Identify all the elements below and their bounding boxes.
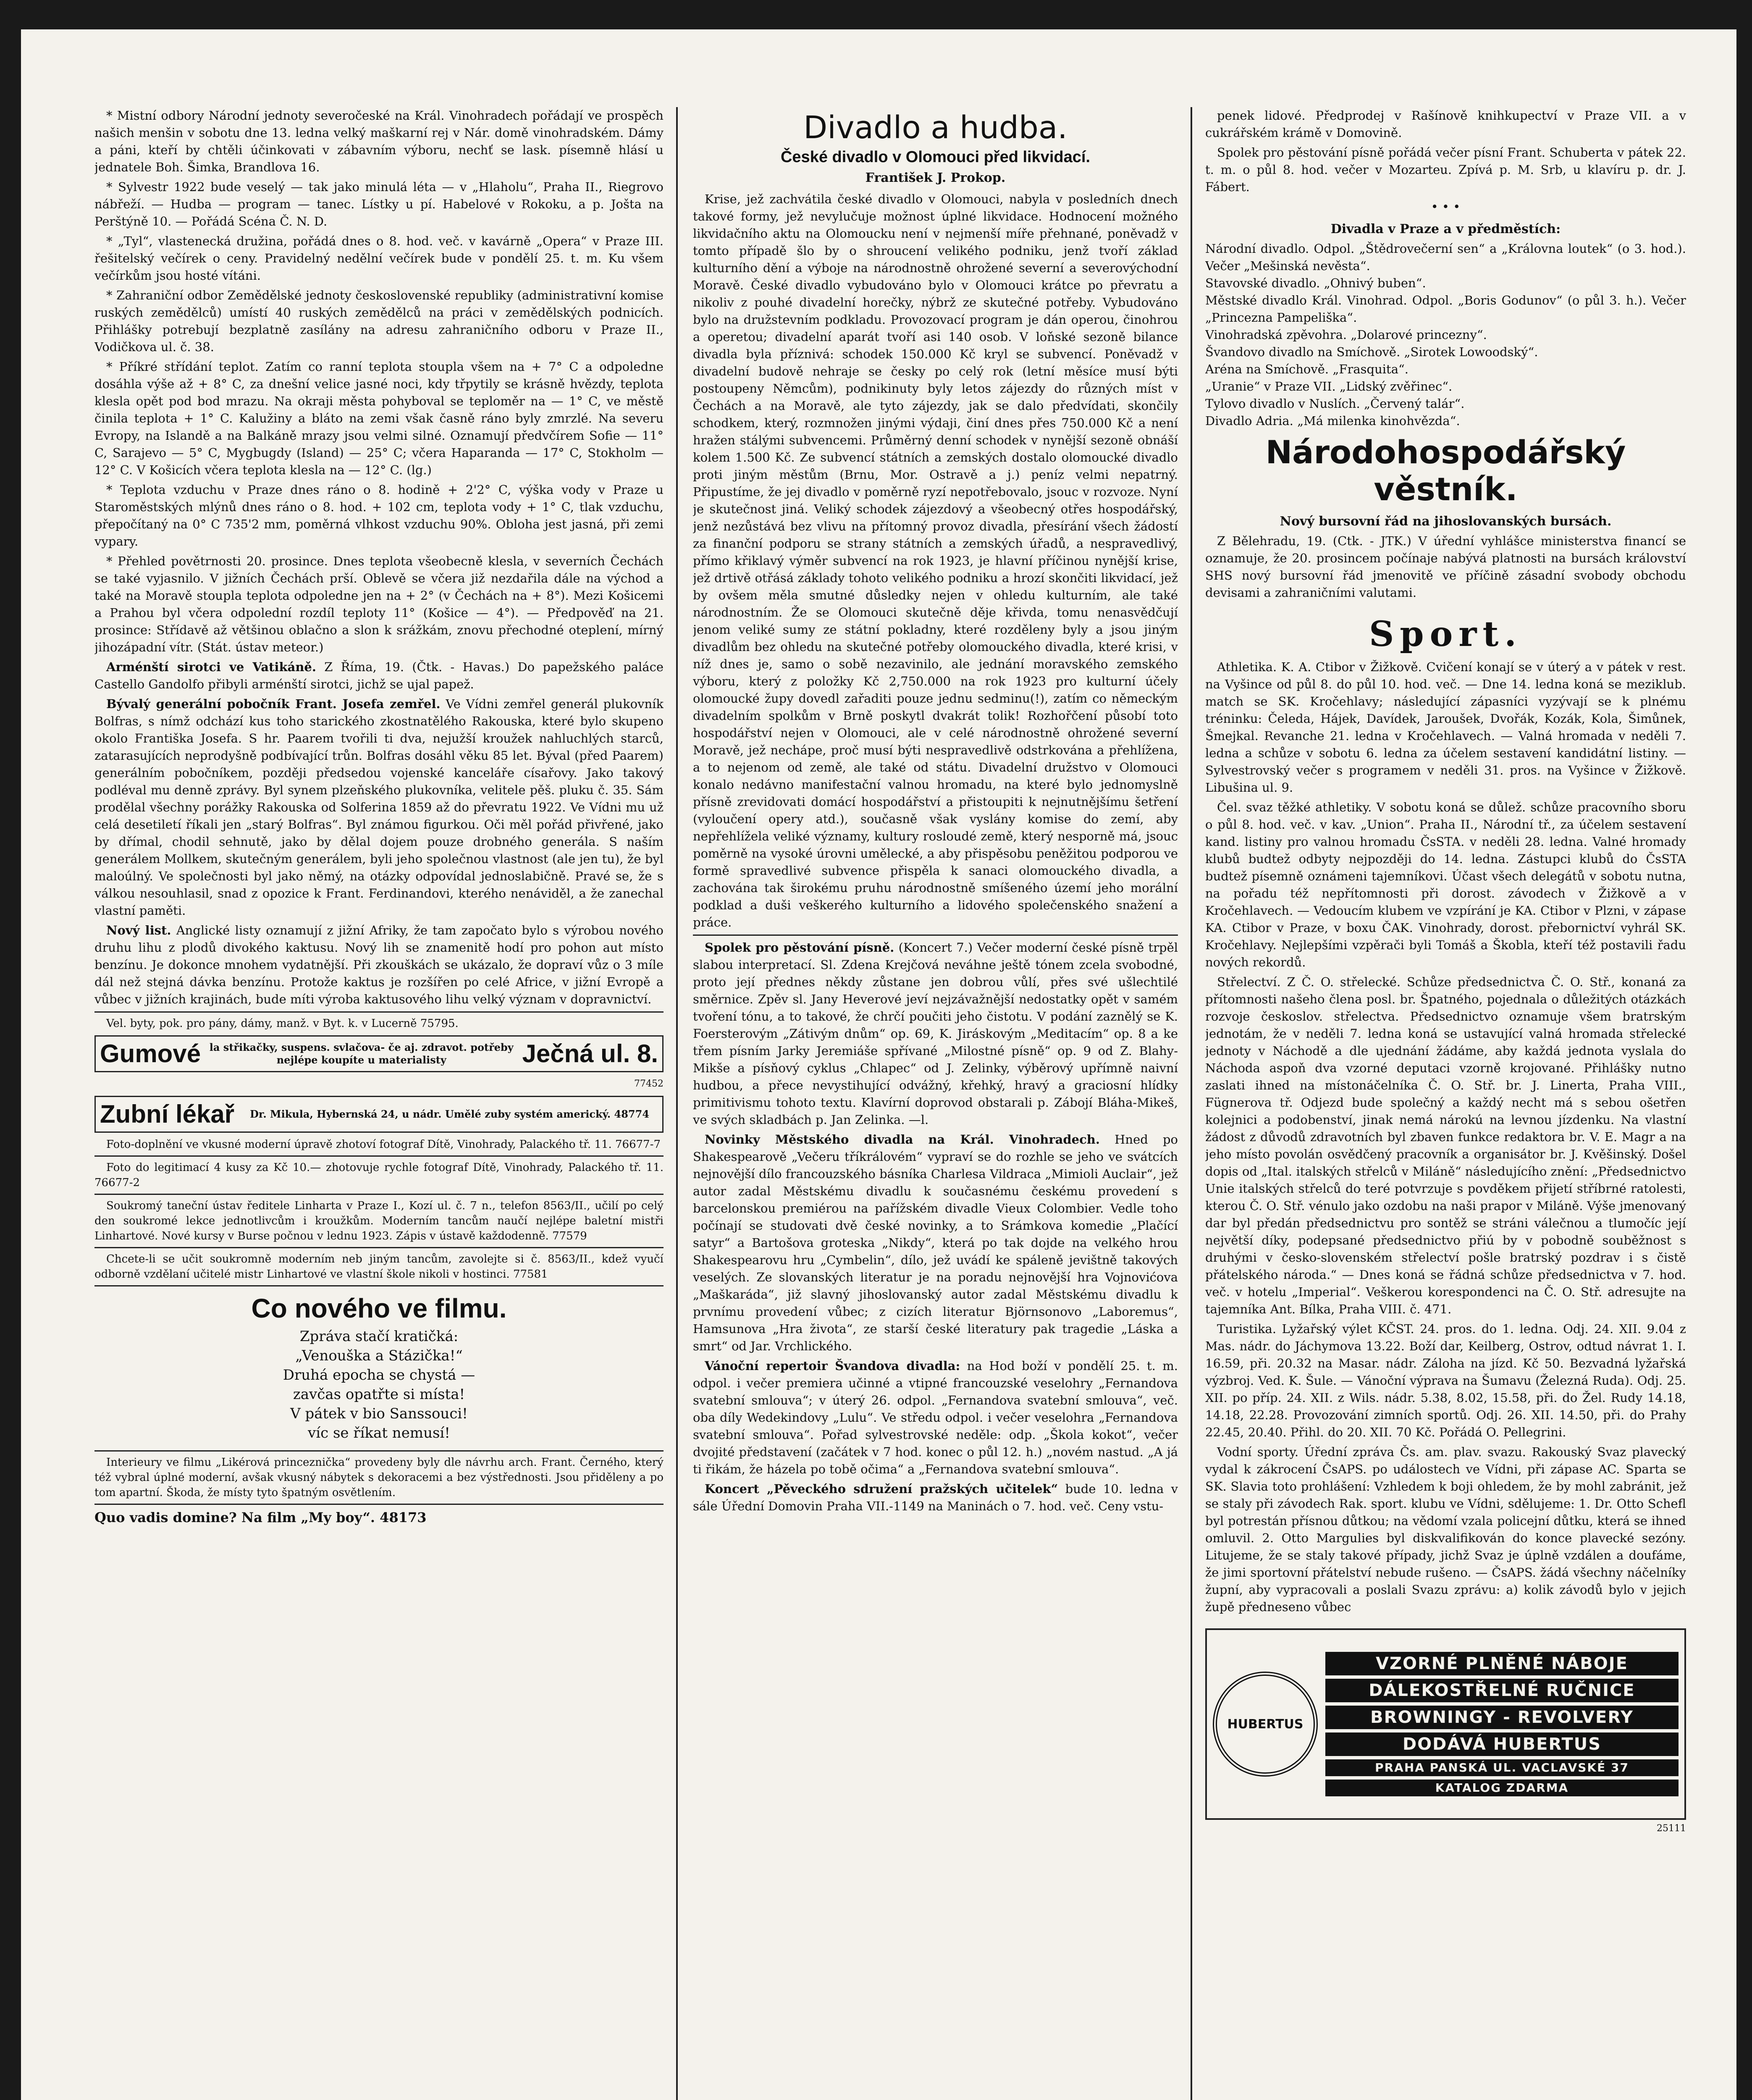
program-item: Vinohradská zpěvohra. „Dolarové princezny“. xyxy=(1205,328,1487,342)
ad-line: PRAHA PANSKÁ UL. VACLAVSKÉ 37 xyxy=(1325,1759,1679,1776)
sport-item: Střelectví. Z Č. O. střelecké. Schůze předsednictva Č. O. Stř., konaná za přítomnosti našeho člena posl. br. Špatného, pojednala o důležitých otázkách rozvoje českoslov. střelectva. Předsednictvo oznamuje všem bratrským jednotám, že v neděli 7. ledna koná se ustavující valná hromada střelecké jednoty v Náchodě a dle ujednání žádáme, aby každá jednota vyslala do Náchoda aspoň dva vzorné deputaci vzorně krojované. Přihlášky nutno zaslati ihned na místonáčelníka Č. O. Stř. br. J. Linerta, Praha VIII., Fügnerova tř. Odjezd bude společný a každý necht má s sebou ošetřen kolejnici a podobenství, jinak nemá nárokú na levnou jízdenku. Na vlastní žádost z důvodů zdravotních byl zbaven funkce redaktora br. V. E. Magr a na jeho místo povolán osvědčený pracovník a organisátor br. J. Kvěšinský. Došel dopis od „Ital. italských střelců v Miláně“ následujícího znění: „Předsednictvo Unie italských střelců do teré potvrzuje s povděkem přijetí stříbrné ratolesti, kterou Č. O. Stř. vénulo jako ozdobu na naši prapor v Miláně. Výše jmenovaný dar byl předán předsednictvu pro sontěž se stráni válečnou a tlumočíc její největší díky, podepsané předsednictvo přiú by v pobodně souběžnost s druhými v česko-slovenském střelectví pošle bratrský pozdrav i s čistě přátelského národa.“ — Dnes koná se řádná schůze předsednictva v 7. hod. več. v hotelu „Imperial“. Veškerou korespondenci na Č. O. Stř. adresujte na tajemníka Ant. Bílka, Praha VIII. č. 471. xyxy=(1205,975,1686,1316)
gumove-ad-name: Gumové xyxy=(100,1040,201,1068)
film-verse-line: Zpráva stačí kratičká: xyxy=(299,1328,459,1345)
news-item xyxy=(693,1357,1178,1478)
divider xyxy=(94,1194,664,1195)
news-item-text: Hned po Shakespearově „Večeru tříkrálovém“ vypraví se do rozhle se jeho ve svátcích nejnovější dílo francouzského básníka Charlesa Vildraca „Mimioli Auclair“, jež autor zadal Městskému divadlu k současnému českému provedení s barcelonskou premiérou na pařížském divadle Vieux Colombier. Vedle toho počínají se studovati dvě české novinky, a to Srámkova komedie „Plačící satyr“ a Bartošova groteska „Nikdy“, která po tak dojde na velkého hrou Shakespearovu hru „Cymbelin“, dílo, jež uvádí ke spáleně jevištně takových veselých. Ze slovanských literatur je na poradu nejnovější hra Vojnovićova „Maškaráda“, již slavný jihoslovanský autor zadal Městskému divadlu k prvnímu provedení vůbec; z cizích literatur Björnsonovo „Laboremus“, Hamsunova „Hra života“, ze starší české literatury pak tragedie „Láska a smrt“ od Jar. Vrchlického. xyxy=(693,1132,1178,1353)
film-verse xyxy=(94,1327,664,1443)
column-rule xyxy=(676,107,678,2100)
article-headline: České divadlo v Olomouci před likvidací. xyxy=(780,148,1091,166)
hubertus-seal-text: HUBERTUS xyxy=(1227,1717,1304,1732)
news-item xyxy=(94,659,664,693)
ad-line: KATALOG ZDARMA xyxy=(1325,1780,1679,1796)
zubni-ad-name: Zubní lékař xyxy=(100,1100,235,1128)
news-item: * Zahraniční odbor Zemědělské jednoty československé republiky (administrativní komise ruských zemědělců) umístí 40 ruských zemědělců na práci v zemědělských podnicích. Přihlášky potrebují bezplatně zasílány na adresu zahraničního odboru v Praze II., Vodičkova ul. č. 38. xyxy=(94,288,664,354)
column-middle xyxy=(693,107,1178,2100)
program-item: „Uranie“ v Praze VII. „Lidský zvěřinec“. xyxy=(1205,379,1453,394)
news-item-title: Novinky Městského divadla na Král. Vinohradech. xyxy=(705,1132,1100,1147)
news-item-title: Vánoční repertoir Švandova divadla: xyxy=(705,1359,960,1373)
program-item: Stavovské divadlo. „Ohnivý buben“. xyxy=(1205,276,1426,290)
ad-line: VZORNÉ PLNĚNÉ NÁBOJE xyxy=(1325,1652,1679,1675)
news-item xyxy=(693,939,1178,1129)
news-item-text: na Hod boží v pondělí 25. t. m. odpol. i večer premiera učinné a vtipné francouzské veselohry „Fernandova svatební smlouva“; v úterý 26. odpol. „Fernandova svatební smlouva“, več. oba díly Wedekindovy „Lulu“. Ve středu odpol. i večer veselohra „Fernandova svatební smlouva“. Pořad sylvestrovské neděle: odp. „Škola kokot“, večer dvojité představení (začátek v 7 hod. konec o půl 12. h.) „novém nastud. „A já ti řikám, že házela po tobě očima“ a „Fernandova svatební smlouva“. xyxy=(693,1359,1178,1476)
news-item: * Mistní odbory Národní jednoty severočeské na Král. Vinohradech pořádají ve prospěch našich menšin v sobotu dne 13. ledna velký maškarní rej v Nár. domě vinohradském. Dámy a páni, kteří by chtěli účinkovati v zábavním výboru, nechť se lask. písemně hlásí u jednatele Boh. Šimka, Brandlova 16. xyxy=(94,108,664,174)
classified-ad: Foto-doplnění ve vkusné moderní úpravě zhotoví fotograf Dítě, Vinohrady, Palackého tř. 11. 76677-7 xyxy=(106,1138,661,1151)
sport-item: Athletika. K. A. Ctibor v Žižkově. Cvičení konají se v úterý a v pátek v rest. na Vyšince od půl 8. do půl 10. hod. več. — Dne 14. ledna koná se meziklub. match se SK. Kročehlavy; následující zápasníci vyzývají se k plnému tréninku: Čeleda, Hájek, Davídek, Jaroušek, Dvořák, Kozák, Kola, Šimůnek, Šmejkal. Revanche 21. ledna v Kročehlavech. — Valná hromada v neděli 7. ledna a schůze v sobotu 6. ledna za účelem sestavení kandidátní listiny. — Sylvestrovský večer s programem v neděli 31. pros. na Vyšince v Žižkově. Libušina ul. 9. xyxy=(1205,660,1686,795)
column-left xyxy=(94,107,664,2100)
zubni-ad xyxy=(94,1096,664,1133)
article-headline: Nový bursovní řád na jihoslovanských bursách. xyxy=(1280,514,1612,529)
column-rule xyxy=(1191,107,1192,2100)
column-right xyxy=(1205,107,1686,2100)
hubertus-ad xyxy=(1205,1628,1686,1820)
section-heading: Divadlo a hudba. xyxy=(803,110,1067,146)
ornament: • • • xyxy=(1431,200,1461,214)
article-author: František J. Prokop. xyxy=(865,171,1006,185)
divider xyxy=(94,1450,664,1452)
hubertus-seal-icon xyxy=(1213,1672,1318,1777)
divider xyxy=(94,1247,664,1248)
program-title: Divadla v Praze a v předměstích: xyxy=(1330,222,1561,236)
news-item: * Příkré střídání teplot. Zatím co ranní teplota stoupla všem na + 7° C a odpoledne dosáhla výše až + 8° C, za dnešní velice jasné noci, kdy třpytily se krásně hvězdy, teplota klesla opět pod bod mrazu. Na okraji města pohyboval se teploměr na — 1° C, ve městě činila teplota + 1° C. Kalužiny a bláto na zemi však časně ráno byly zmrzlé. Na severu Evropy, na Islandě a na Balkáně mrazy jsou velmi silné. Oznamují předvčírem Sofie — 11° C, Sarajevo — 5° C, Mygbugdy (Island) — 25° C; včera Haparanda — 17° C, Stokholm — 12° C. V Košicích včera teplota klesla na — 12° C. (lg.) xyxy=(94,360,664,477)
newspaper-page xyxy=(21,29,1736,2100)
gumove-ad-text: la střikačky, suspens. svlačova- če aj. zdravot. potřeby nejlépe koupíte u materialisty xyxy=(209,1041,514,1066)
news-item-text: Ve Vídni zemřel generál plukovník Bolfras, s nímž odchází kus toho starického zkostnatělého Rakouska, které bylo skupeno okolo Františka Josefa. S hr. Paarem tvořili ti dva, nejužší kroužek nahluchlých starců, zatarasujících neprodyšně podbívající trůn. Bolfras dosáhl věku 85 let. Býval (před Paarem) generálním pobočníkem, později předsedou vojenské kanceláře císařovy. Jako takový podléval mu denně zprávy. Byl synem plzeňského plukovníka, velitele pěš. pluku č. 35. Sám prodělal všechny porážky Rakouska od Solferina 1859 až do převratu 1922. Ve Vídni mu už celá desetiletí říkali jen „starý Bolfras“. Byl známou figurkou. Oči měl pořád přivřené, jako by dřímal, chodil sehnutě, jako by dělal dojem pouze drobného generála. S naším generálem Mollkem, skutečným generálem, byli jeho společnou vlastnost (ale jen tu), že byl maloúlný. Ve společnosti byl jako němý, na otázky odpovídal jednoslabičně. Pravé se, že s válkou nesouhlasil, snad z opozice k Frant. Ferdinandovi, kterého nenáviděl, a že zanechal vlastní paměti. xyxy=(94,697,664,918)
news-item-text: Anglické listy oznamují z jižní Afriky, že tam započato bylo s výrobou nového druhu lihu z plodů divokého kaktusu. Nový lih se znamenitě hodí pro pohon aut místo benzínu. Je dokonce mnohem vydatnější. Při zkouškách se ukázalo, že dopraví vůz o 3 míle dál než stejná dávka benzínu. Protože kaktus je rozšířen po celé Africe, v jižní Evropě a vůbec v jižních krajinách, bude míti výroba kaktusového lihu velký význam v dopravnictví. xyxy=(94,923,664,1006)
classified-ad: Soukromý taneční ústav ředitele Linharta v Praze I., Kozí ul. č. 7 n., telefon 8563/II., učilí po celý den soukromé lekce jednotlivcům i kroužkům. Moderním tancům naučí nejlépe baletní mistři Linhartové. Nové kursy v Burse počnou v lednu 1923. Zápis v ústavě každodenně. 77579 xyxy=(94,1200,664,1242)
divider xyxy=(693,934,1178,936)
section-heading: Národohospodářský věstník. xyxy=(1265,433,1626,508)
news-item-text: (Koncert 7.) Večer moderní české písně trpěl slabou interpretací. Sl. Zdena Krejčová neváhne ještě tónem zcela svobodné, proto její přednes někdy zůstane jen dobrou vůlí, přes své ušlechtilé směrnice. Zpěv sl. Jany Heverové jeví nejzávažnější nedostatky opět v samém tvoření tónu, a to takové, že chrčí poučiti jeho čistotu. V podání zaznělý se K. Foersterovým „Zátivým dnům“ op. 69, K. Jiráskovým „Meditacím“ op. 8 a ke třem písním Jarky Jeremiáše spřívané „Milostné písně“ op. 9 od Z. Blahy-Mikše a písňový cyklus „Chlapec“ od J. Zelinky, výběrový upřímně naivní hudbou, a přece nevystihující odvážný, křehký, hravý a graciosní hlídky primitivismu tohoto textu. Klavírní doprovod obstarali p. Zábojí Bláha-Mikeš, ve svých skladbách p. Jan Zelinka. —l. xyxy=(693,940,1178,1127)
film-heading: Co nového ve filmu. xyxy=(251,1293,507,1323)
film-verse-line: víc se říkat nemusí! xyxy=(308,1425,450,1441)
classified-ad: Foto do legitimací 4 kusy za Kč 10.— zhotovuje rychle fotograf Dítě, Vinohrady, Palackého tř. 11. 76677-2 xyxy=(94,1161,664,1189)
news-item xyxy=(693,1131,1178,1355)
program-item: Divadlo Adria. „Má milenka kinohvězda“. xyxy=(1205,414,1460,428)
news-item: * Přehled povětrnosti 20. prosince. Dnes teplota všeobecně klesla, v severních Čechách se také vyjasnilo. V jižních Čechách prší. Oblevě se včera již nezdařila dále na východ a také na Moravě stoupla teplota odpoledne jen na + 2° (v Čechách na + 8°). Mezi Košicemi a Prahou byl včera odpolední rozdíl teploty 11° (Košice — 4°). — Předpověď na 21. prosince: Střídavě až většinou oblačno a slon k srážkám, znovu přechodné oteplení, mírný jihozápadní vítr. (Stát. ústav meteor.) xyxy=(94,554,664,654)
program-item: Švandovo divadlo na Smíchově. „Sirotek Lowoodský“. xyxy=(1205,345,1538,359)
section-heading: Sport. xyxy=(1369,614,1522,654)
divider xyxy=(94,1011,664,1013)
divider xyxy=(94,1504,664,1505)
ad-line: DÁLEKOSTŘELNÉ RUČNICE xyxy=(1325,1679,1679,1702)
gumove-ad-address: Ječná ul. 8. xyxy=(522,1040,658,1068)
program-item: Aréna na Smíchově. „Frasquita“. xyxy=(1205,362,1409,376)
classified-ad: Vel. byty, pok. pro pány, dámy, manž. v Byt. k. v Lucerně 75795. xyxy=(106,1017,459,1030)
news-item-text: bude 10. ledna v sále Úřední Domovin Praha VII.-1149 na Maninách o 7. hod. več. Ceny vstu- xyxy=(693,1482,1178,1513)
classified-ad: Chcete-li se učit soukromně moderním neb jiným tancům, zavolejte si č. 8563/II., kdež vyučí odborně vzdělaní učitelé mistr Linhartové ve vlastní škole nikoli v hostinci. 77581 xyxy=(94,1253,664,1281)
news-item xyxy=(94,696,664,919)
news-item-title: Arménští sirotci ve Vatikáně. xyxy=(106,660,316,674)
film-note: Interieury ve filmu „Likérová princeznička“ provedeny byly dle návrhu arch. Frant. Černého, který též vybral úplné moderní, avšak vkusný nábytek s dekoracemi a bez výstřednosti. Jsou přiděleny a po tom apartní. Škoda, že místy tyto špatným osvětlením. xyxy=(94,1456,664,1499)
film-verse-line: „Venouškа a Stázička!“ xyxy=(295,1347,463,1364)
sport-item: Turistika. Lyžařský výlet KČST. 24. pros. do 1. ledna. Odj. 24. XII. 9.04 z Mas. nádr. do Jáchymova 13.22. Boží dar, Keilberg, Ostrov, odtud návrat 1. I. 16.59, při. 20.32 na Masar. nádr. Záloha na jízd. Kč 50. Bezvadná lyžařská výzbroj. Ved. K. Šule. — Vánoční výprava na Šumavu (Železná Ruda). Odj. 25. XII. po příp. 24. XII. z Wils. nádr. 5.38, 8.02, 15.58, při. do Žel. Rudy 14.18, 14.18, 22.28. Provozování zimních sportů. Odj. 26. XII. 14.50, při. do Prahy 22.45, 20.40. Přihl. do 20. XII. 70 Kč. Pořádá O. Pellegrini. xyxy=(1205,1322,1686,1439)
divider xyxy=(94,1285,664,1286)
news-item: penek lidové. Předprodej v Rašínově knihkupectví v Praze VII. a v cukrářském krámě v Domovině. xyxy=(1205,108,1686,140)
ad-line: DODÁVÁ HUBERTUS xyxy=(1325,1732,1679,1756)
article-body: Krise, jež zachvátila české divadlo v Olomouci, nabyla v posledních dnech takové formy, jež nevylučuje možnost úplné likvidace. Hodnocení možného likvidačního aktu na Olomoucku není v nejmenší míře přehnané, poněvadž v tomto případě šlo by o shroucení velikého podniku, jenž tvoří základ kulturního dění a výboje na národnostně ohrožené severní a severovýchodní Moravě. České divadlo vybudováno bylo v Olomouci krátce po převratu a nikoliv z pouhé divadelní horečky, nýbrž ze skutečné potřeby. Vybudováno bylo na družstevním podkladu. Provozovací program je dán operou, činohrou a operetou; divadelní aparát tvoří asi 140 osob. V loňské sezoně bilance divadla byla příznivá: schodek 150.000 Kč kryl se subvencí. Poněvadž v divadelní budově nehraje se česky po celý rok (letní měsíce musí býti postoupeny Němcům), podnikinuty byly letos zájezdy do různých míst v Čechách a na Moravě, ale tyto zájezdy, jak se dalo předvídati, skončily schodkem, který, rozmnožen jinými výdaji, činí dnes přes 750.000 Kč a není hražen stálými subvencemi. Průměrný denní schodek v nynější sezoně obnáší kolem 1.500 Kč. Ze subvencí státních a zemských dostalo olomoucké divadlo proti jiným městům (Brnu, Mor. Ostravě a j.) peníz velmi nepatrný. Připustíme, že jej divadlo v poměrně ryzí nepotřebovalo, jsouc v rozvoze. Nyní je skutečnost jiná. Veliký schodek zájezdový a všeobecný otřes hospodářský, jenž nezůstává bez vlivu na přítomný provoz divadla, přesírání všech žádostí za finanční podporu se strany státních a zemských úřadů, a nespravedlivý, přímo křiklavý výměr subvencí na rok 1923, je hlavní příčinou nynější krise, jež drtivě otřásá základy tohoto velikého podniku a hrozí skončiti likvidací, jež by ovšem měla smutné důsledky nejen v ohledu kulturním, ale také národnostním. Že se Olomouci skutečně děje křivda, tomu nenasvědčují jenom veliké sumy ze státní pokladny, které rozděleny byly a jsou jiným divadlům bez ohledu na skutečné potřeby olomouckého divadla, které krisi, v níž dnes je, samo o sobě nezavinilo, ale jednání moravského zemského výboru, který z položky Kč 2,750.000 na rok 1923 pro kulturní účely olomoucké župy dovedl zařaditi pouze jednu sedminu(!), zatím co německým divadelním spolkům v Brně poskytl dvakrát tolik! Rozhořčení působí toto hospodářství nejen v Olomouci, ale v celé národnostně ohrožené severní Moravě, jež nechápe, proč musí býti nespravedlivě odstrkována a přehlížena, a to nejenom od země, ale také od státu. Divadelní družstvo v Olomouci konalo nedávno manifestační valnou hromadu, na které bylo jednomyslně přísně zrevidovati domácí hospodářství a přistoupiti k nejnutnějšímu šetření (vyloučení opery atd.), současně však vyslány komise do zemí, aby nepřehlížela veliké významy, kultury rosloudé země, který nesporně má, jsouc poměrně na vysoké úrovni umělecké, a aby přispěsobu peněžitou podporou ve formě spravedlivé subvence přispěla k sanaci olomouckého divadla, a zachována tak širokému pruhu národnostně smíšeného území jeho morální podklad a duši veškerého kulturního a lidového společenského snažení a práce. xyxy=(693,192,1178,929)
article-body: Z Bělehradu, 19. (Ctk. - JTK.) V úřední vyhlášce ministerstva financí se oznamuje, že 20. prosincem počínaje nabývá platnosti na bursách království SHS nový bursovní řád jmenovitě ve příčině zásadní svobody obchodu devisami a zahraničními valutami. xyxy=(1205,534,1686,600)
news-item: * Teplota vzduchu v Praze dnes ráno o 8. hodině + 2'2° C, výška vody v Praze u Staroměstských mlýnů dnes ráno o 8. hod. + 102 cm, teplota vody + 1° C, tlak vzduchu, přepočítaný na 0° C 735'2 mm, poměrná vlhkost vzduchu 90%. Obloha jest jasná, při zemi vypary. xyxy=(94,483,664,549)
film-teaser: Quo vadis domine? Na film „My boy“. 48173 xyxy=(94,1509,427,1525)
news-item xyxy=(94,922,664,1008)
news-item xyxy=(693,1480,1178,1515)
news-item-title: Nový list. xyxy=(106,923,171,937)
sport-item: Vodní sporty. Úřední zpráva Čs. am. plav. svazu. Rakouský Svaz plavecký vydal k zákrocení ČsAPS. po událostech ve Vídni, při zápase AC. Sparta se SK. Slavia toto prohlášení: Vzhledem k boji ohledem, že by mohl zabránit, jež se staly při závodech Rak. sport. klubu ve Vídni, sdělujeme: 1. Dr. Otto Schefl byl potrestán přísnou důtkou; na vědomí vzala policejní důtku, která se ihned omluvil. 2. Otto Margulies byl diskvalifikován do konce plavecké sezóny. Litujeme, že se staly takové případy, jichž Svaz je úplně vzdálen a doufáme, že jimi sportovní přátelství nebude rušeno. — ČsAPS. žádá všechny náčelníky župní, aby vypracovali a poslali Svazu zprávu: a) kolik závodů bylo v jejich župě předneseno vůbec xyxy=(1205,1445,1686,1614)
news-item: Spolek pro pěstování písně pořádá večer písní Frant. Schuberta v pátek 22. t. m. o půl 8. hod. večer v Mozarteu. Zpívá p. M. Srb, u klavíru p. dr. J. Fábert. xyxy=(1205,145,1686,194)
film-verse-line: zavčas opatřte si místa! xyxy=(293,1386,465,1403)
theatre-program xyxy=(1205,240,1686,430)
news-item-title: Bývalý generální pobočník Frant. Josefa zemřel. xyxy=(106,697,441,711)
news-item: * Sylvestr 1922 bude veselý — tak jako minulá léta — v „Hlaholu“, Praha II., Riegrovo nábřeží. — Hudba — program — tanec. Lístky u pí. Habelové v Rokoku, a p. Jošta na Perštýně 10. — Pořádá Scéna Č. N. D. xyxy=(94,180,664,228)
news-item-text: Z Říma, 19. (Čtk. - Havas.) Do papežského paláce Castello Gandolfo přibyli arménští sirotci, jichž se ujal papež. xyxy=(94,660,664,691)
ad-code: 25111 xyxy=(1657,1823,1686,1834)
program-item: Městské divadlo Král. Vinohrad. Odpol. „Boris Godunov“ (o půl 3. h.). Večer „Princezna Pampeliška“. xyxy=(1205,293,1686,325)
ad-code: 77452 xyxy=(634,1079,664,1089)
program-item: Tylovo divadlo v Nuslích. „Červený talár“. xyxy=(1205,396,1465,411)
program-item: Národní divadlo. Odpol. „Štědrovečerní sen“ a „Královna loutek“ (o 3. hod.). Večer „Mešinská nevěsta“. xyxy=(1205,242,1686,273)
news-item: * „Tyl“, vlastenecká družina, pořádá dnes o 8. hod. več. v kavárně „Opera“ v Praze III. řešitelský večírek o ceny. Pravidelný nedělní večírek bude v pondělí 25. t. m. Ku všem večírkům jsou hosté vítáni. xyxy=(94,234,664,283)
news-item-title: Spolek pro pěstování písně. xyxy=(705,940,894,955)
zubni-ad-text: Dr. Mikula, Hybernská 24, u nádr. Umělé zuby systém americký. 48774 xyxy=(250,1108,650,1120)
sport-item: Čel. svaz těžké athletiky. V sobotu koná se důlež. schůze pracovního sboru o půl 8. hod. več. v kav. „Union“. Praha II., Národní tř., za účelem sestavení kand. listiny pro valnou hromadu ČsSTA. v neděli 28. ledna. Valné hromady klubů budtež odbyty nejpozději do 14. ledna. Zástupci klubů do ČsSTA budtež písemně oznámeni tajemníkovi. Účast všech delegátů v sobotu nutna, na pořadu též nepřítomnosti při dorost. závodech v Žižkově a v Kročehlavech. — Vedoucím klubem ve vzpírání je KA. Ctibor v Plzni, v zápase KA. Ctibor v Praze, v boxu ČAK. Vinohrady, dorost. přebornictví vyhrál SK. Kročehlavy. Nejlepšími vzpěrači byli Tomáš a Škobla, kteří též postavili řadu nových rekordů. xyxy=(1205,800,1686,969)
film-verse-line: V pátek v bio Sanssouci! xyxy=(290,1405,468,1422)
news-item-title: Koncert „Pěveckého sdružení pražských učitelek“ xyxy=(705,1482,1058,1496)
divider xyxy=(94,1155,664,1157)
film-verse-line: Druhá epocha se chystá — xyxy=(283,1367,475,1383)
hubertus-ad-text xyxy=(1325,1648,1679,1800)
ad-line: BROWNINGY - REVOLVERY xyxy=(1325,1706,1679,1729)
gumove-ad xyxy=(94,1035,664,1072)
